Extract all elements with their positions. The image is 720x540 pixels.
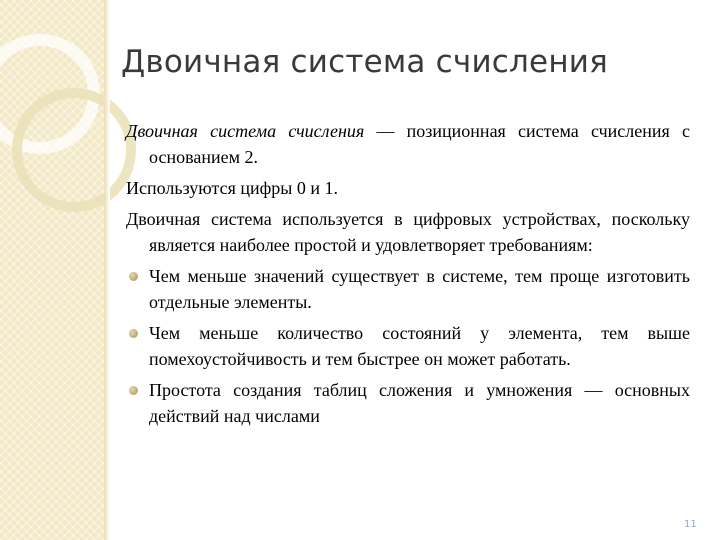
bullet-text: Простота создания таблиц сложения и умножения — основных действий над числами [149,380,690,426]
definition-text: — позиционная система счисления с основанием 2. [149,121,690,167]
slide-body [126,118,690,434]
bullet-icon [129,272,138,281]
page-number: 11 [684,519,697,530]
bullet-item [126,263,690,315]
decorative-ring [12,88,136,212]
defined-term: Двоичная система счисления [126,121,365,141]
digits-paragraph: Используются цифры 0 и 1. [126,178,339,198]
bullet-text: Чем меньше количество состояний у элемента, тем выше помехоустойчивость и тем быстрее он может работать. [149,323,690,369]
bullet-item [126,320,690,372]
definition-paragraph [126,118,690,170]
slide-title: Двоичная система счисления [121,44,608,80]
bullet-icon [129,329,138,338]
band-edge [104,0,110,540]
bullet-text: Чем меньше значений существует в системе, тем проще изготовить отдельные элементы. [149,266,690,312]
usage-paragraph: Двоичная система используется в цифровых устройствах, поскольку является наиболее простой и удовлетворяет требованиям: [126,209,690,255]
bullet-icon [129,386,138,395]
bullet-item [126,377,690,429]
decorative-side-band [0,0,104,540]
